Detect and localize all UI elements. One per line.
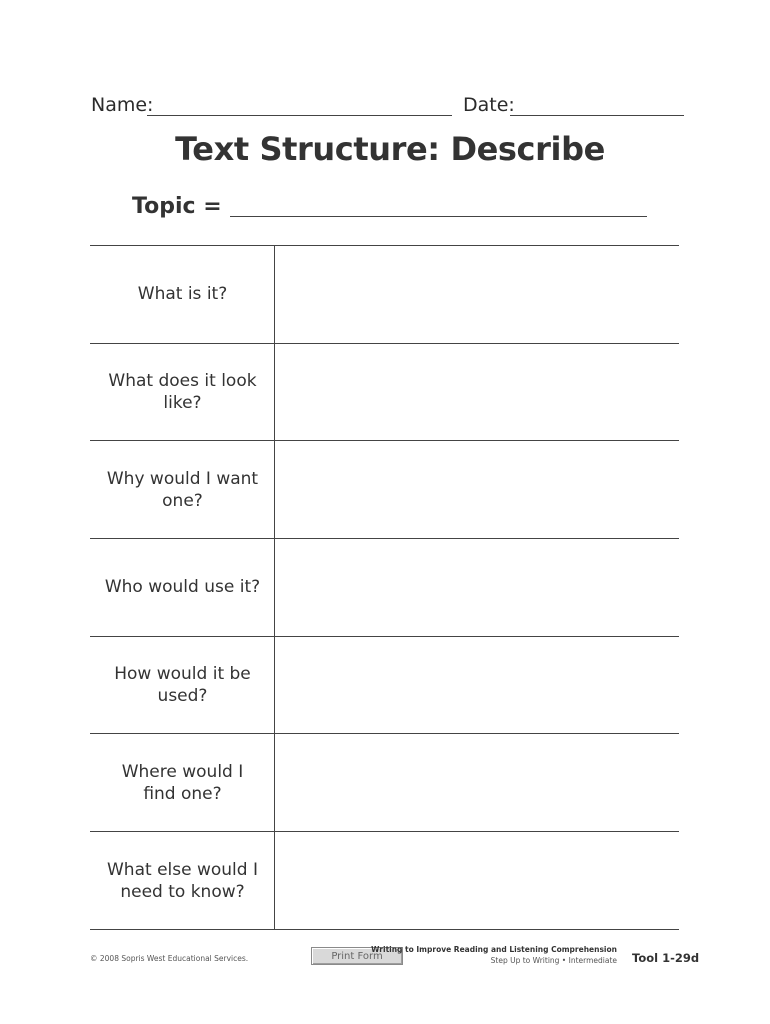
- table-row: [90, 344, 679, 442]
- name-field[interactable]: [147, 115, 452, 116]
- date-field[interactable]: [510, 115, 684, 116]
- answer-field[interactable]: [275, 246, 679, 343]
- table-row: [90, 441, 679, 539]
- row-label: Why would I want one?: [106, 468, 259, 511]
- name-label: Name:: [91, 94, 154, 116]
- describe-table: [90, 245, 679, 930]
- copyright-text: © 2008 Sopris West Educational Services.: [90, 954, 249, 963]
- answer-field[interactable]: [275, 832, 679, 929]
- topic-label: Topic =: [132, 194, 222, 219]
- answer-field[interactable]: [275, 735, 679, 832]
- row-label: What does it look like?: [108, 371, 257, 414]
- answer-field[interactable]: [275, 344, 679, 441]
- table-row: [90, 637, 679, 735]
- answer-field[interactable]: [275, 539, 679, 636]
- row-label: Who would use it?: [104, 577, 261, 598]
- row-label: Where would I find one?: [121, 761, 244, 804]
- table-row: [90, 246, 679, 344]
- answer-field[interactable]: [275, 441, 679, 538]
- book-subtitle: Step Up to Writing • Intermediate: [490, 956, 617, 965]
- table-row: [90, 735, 679, 833]
- row-label: What else would I need to know?: [107, 859, 258, 902]
- tool-id: Tool 1-29d: [632, 951, 700, 965]
- topic-field[interactable]: [230, 216, 647, 217]
- print-form-button[interactable]: Print Form: [311, 947, 403, 965]
- table-row: [90, 832, 679, 930]
- table-row: [90, 539, 679, 637]
- page-title: Text Structure: Describe: [175, 130, 605, 168]
- answer-field[interactable]: [275, 637, 679, 734]
- column-divider: [274, 245, 275, 929]
- row-label: How would it be used?: [114, 664, 251, 707]
- date-label: Date:: [463, 94, 515, 116]
- book-title: Writing to Improve Reading and Listening Comprehension: [371, 945, 617, 954]
- row-label: What is it?: [137, 284, 228, 305]
